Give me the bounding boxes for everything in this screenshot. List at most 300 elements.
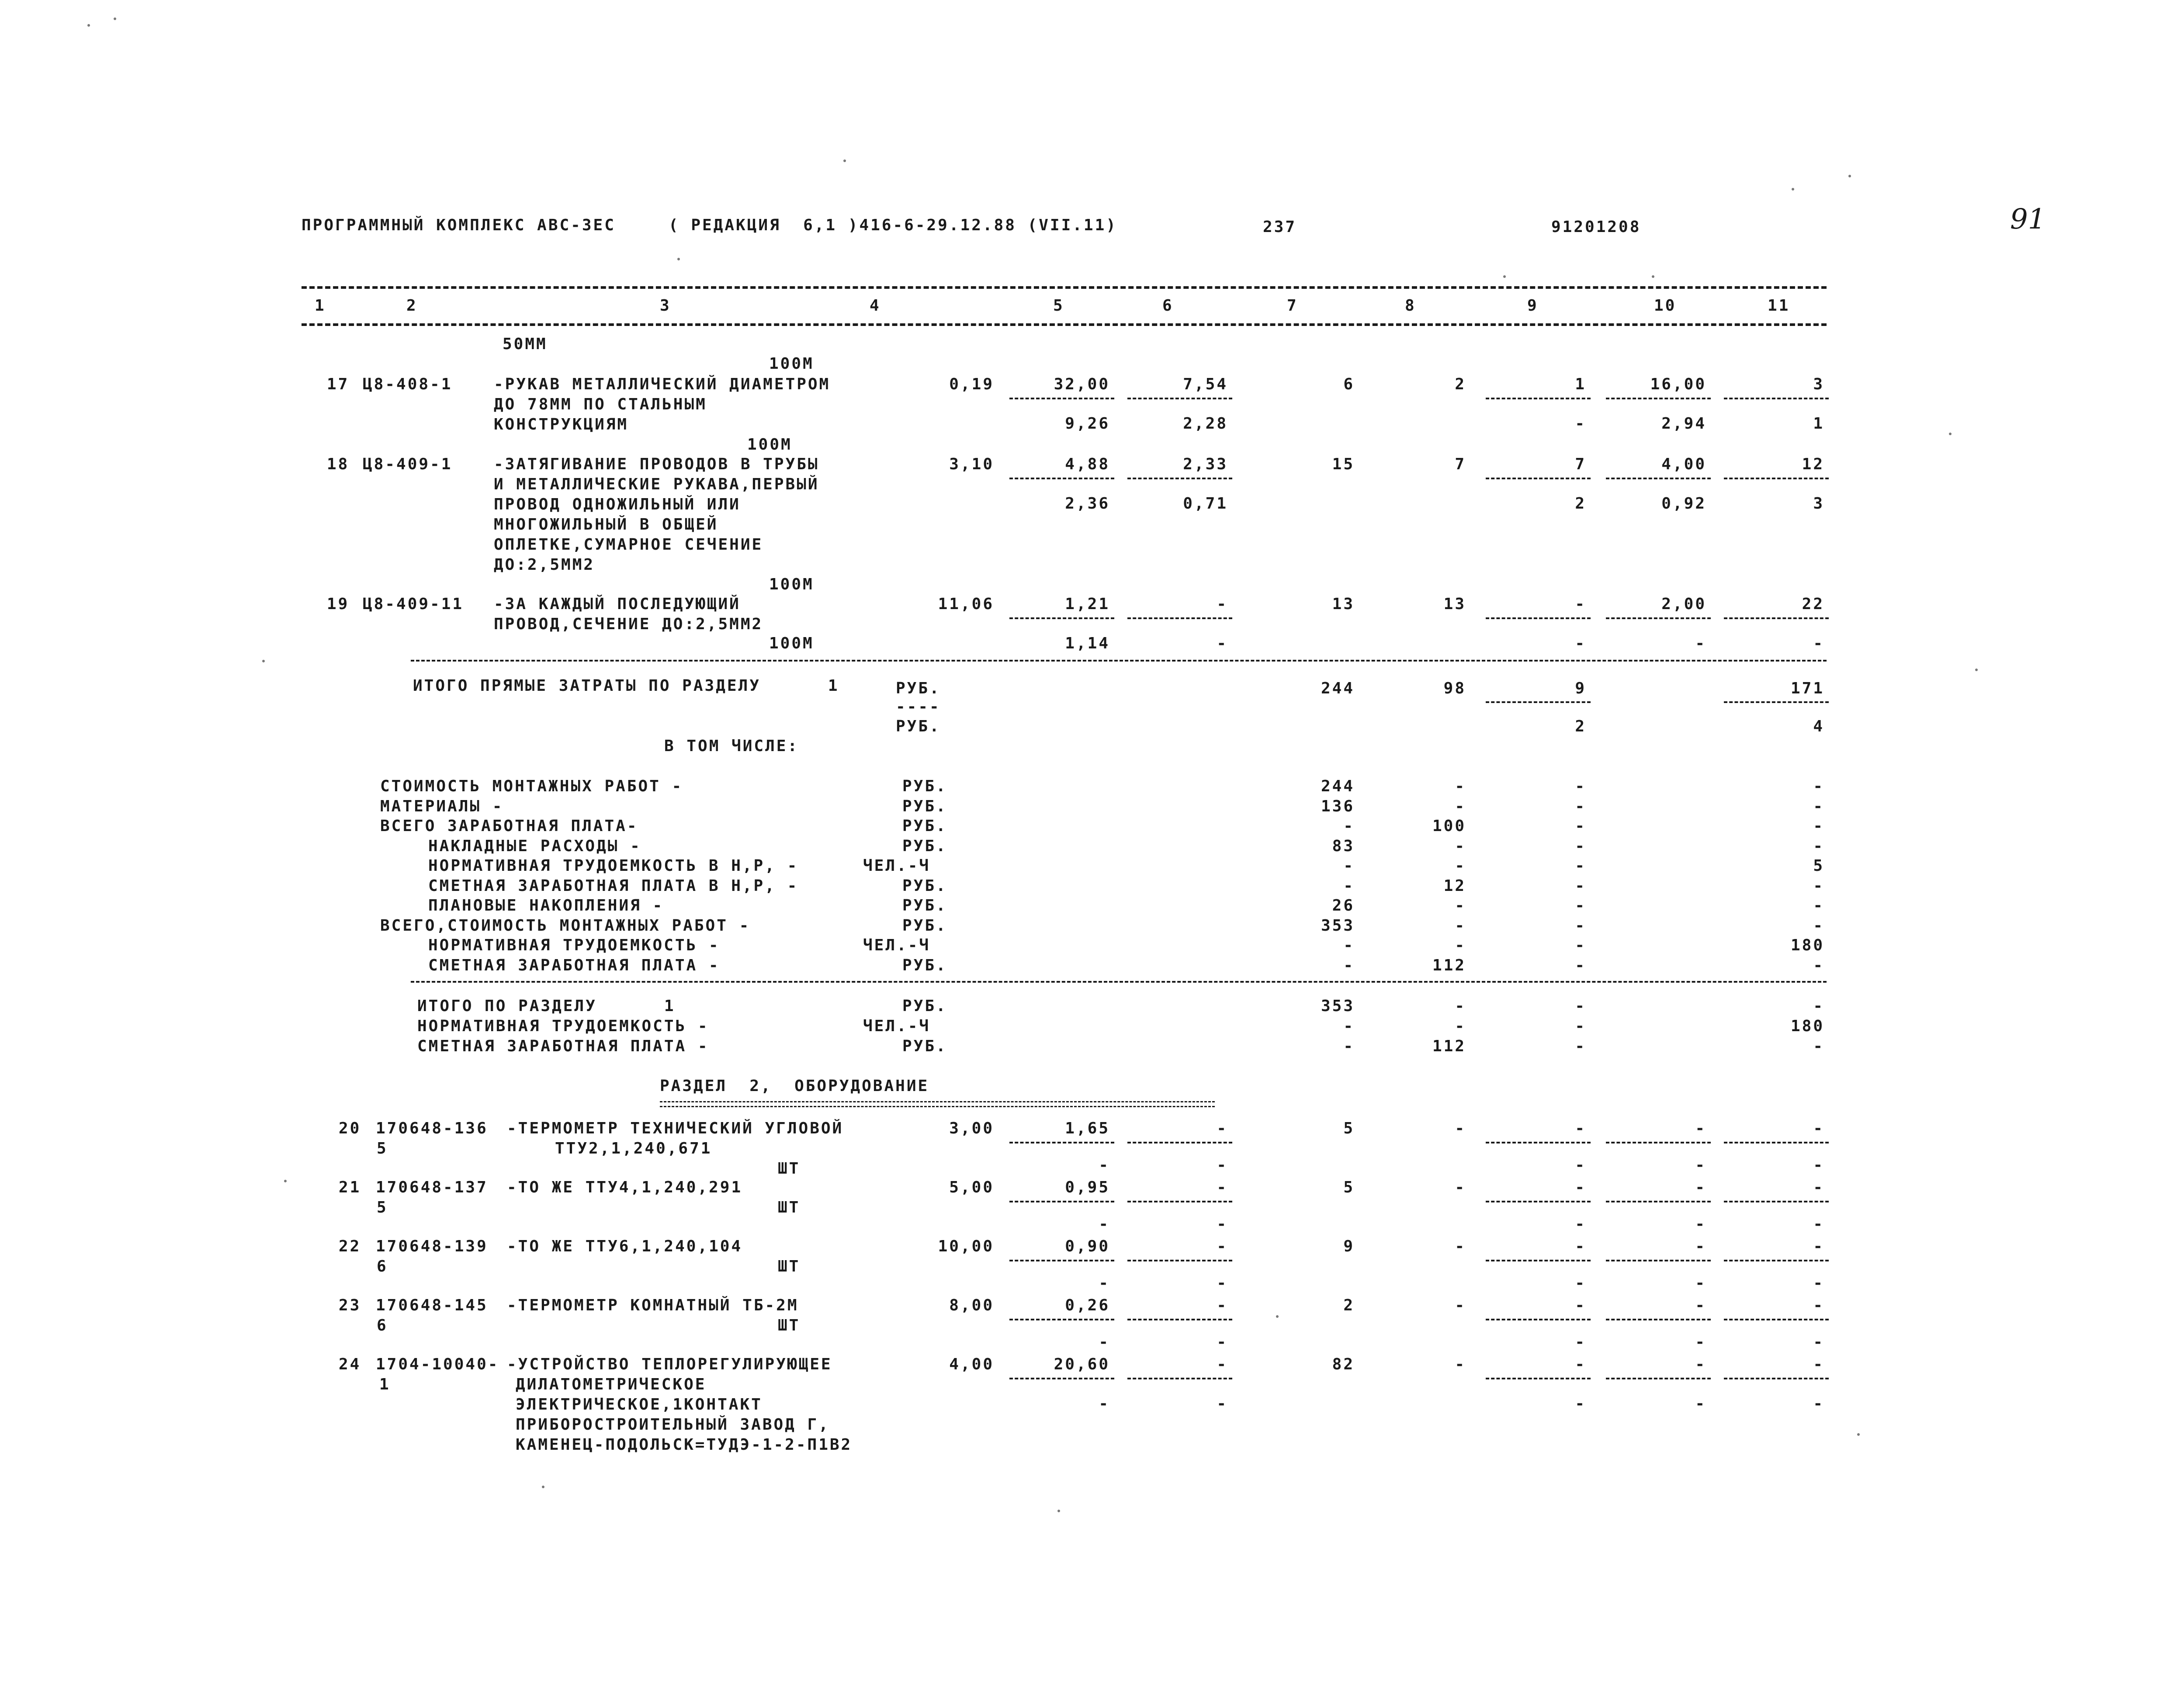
- equipment-c11-lower: -: [1813, 1215, 1824, 1233]
- total-c9: 9: [1575, 679, 1586, 697]
- summary-unit: ЧЕЛ.-Ч: [863, 936, 931, 954]
- column-underline: [1606, 398, 1711, 399]
- column-header-9: 9: [1527, 297, 1539, 315]
- equipment-c6: -: [1217, 1237, 1228, 1255]
- section-total-unit: РУБ.: [902, 997, 947, 1015]
- document-code: 91201208: [1551, 218, 1641, 236]
- column-underline: [1724, 1260, 1829, 1261]
- row-unit: 100М: [747, 436, 792, 454]
- summary-c7: -: [1343, 817, 1355, 835]
- equipment-c6-lower: -: [1217, 1215, 1228, 1233]
- row-number: 18: [327, 455, 350, 473]
- column-underline: [1009, 478, 1114, 479]
- column-underline: [1009, 1378, 1114, 1379]
- equipment-code-suffix: 5: [377, 1140, 388, 1157]
- section-total-c7: 353: [1321, 997, 1355, 1015]
- section-total-c8: 112: [1432, 1037, 1466, 1055]
- equipment-number: 24: [339, 1355, 361, 1373]
- cell-c7: 15: [1332, 455, 1355, 473]
- cell-c8: 7: [1455, 455, 1466, 473]
- summary-unit: РУБ.: [902, 877, 947, 895]
- equipment-code-suffix: 5: [377, 1199, 388, 1216]
- equipment-description: ПРИБОРОСТРОИТЕЛЬНЫЙ ЗАВОД Г,: [516, 1416, 830, 1434]
- cell-c6b: 0,71: [1183, 495, 1228, 513]
- cell-c10b: 0,92: [1661, 495, 1706, 513]
- summary-c11: -: [1813, 777, 1824, 795]
- summary-label: СМЕТНАЯ ЗАРАБОТНАЯ ПЛАТА -: [428, 956, 720, 974]
- total-c9b: 2: [1575, 717, 1586, 735]
- column-underline: [1486, 1142, 1591, 1143]
- equipment-c7: 9: [1343, 1237, 1355, 1255]
- cell-c4: 3,10: [949, 455, 994, 473]
- column-underline: [1127, 1260, 1232, 1261]
- equipment-c11-lower: -: [1813, 1274, 1824, 1292]
- equipment-c11: -: [1813, 1355, 1824, 1373]
- equipment-unit: ШТ: [778, 1199, 801, 1216]
- cell-c5b: 2,36: [1065, 495, 1110, 513]
- equipment-c6: -: [1217, 1296, 1228, 1314]
- equipment-description: -ТЕРМОМЕТР КОМНАТНЫЙ ТБ-2М: [507, 1296, 799, 1314]
- summary-label: МАТЕРИАЛЫ -: [380, 797, 504, 815]
- row-description: ДО:2,5ММ2: [494, 556, 595, 574]
- equipment-c4: 4,00: [949, 1355, 994, 1373]
- equipment-c5: 0,95: [1065, 1178, 1110, 1196]
- cell-c11b: 3: [1813, 495, 1824, 513]
- column-underline: [1724, 478, 1829, 479]
- summary-c11: -: [1813, 817, 1824, 835]
- column-underline: [1009, 1260, 1114, 1261]
- column-underline: [1486, 1378, 1591, 1379]
- cell-c9: 7: [1575, 455, 1586, 473]
- summary-unit: РУБ.: [902, 817, 947, 835]
- scan-speck: [843, 159, 846, 162]
- equipment-c9-lower: -: [1575, 1395, 1586, 1413]
- column-underline: [1724, 398, 1829, 399]
- summary-c9: -: [1575, 936, 1586, 954]
- summary-c7: 83: [1332, 837, 1355, 855]
- column-underline: [1127, 1319, 1232, 1320]
- scan-speck: [1857, 1433, 1860, 1436]
- column-header-6: 6: [1162, 297, 1174, 315]
- column-header-3: 3: [660, 297, 671, 315]
- scan-speck: [114, 17, 116, 20]
- summary-c8: -: [1455, 857, 1466, 875]
- equipment-c4: 8,00: [949, 1296, 994, 1314]
- cell-c10b: 2,94: [1661, 415, 1706, 433]
- total-direct-underline: ----: [896, 698, 941, 716]
- scan-speck: [262, 660, 265, 662]
- summary-c7: -: [1343, 877, 1355, 895]
- cell-c5: 32,00: [1054, 375, 1110, 393]
- cell-c4: 0,19: [949, 375, 994, 393]
- section-total-c8: -: [1455, 1017, 1466, 1035]
- equipment-c5-lower: -: [1099, 1215, 1110, 1233]
- column-underline: [1486, 617, 1591, 619]
- column-underline: [1127, 1201, 1232, 1202]
- cell-c6: 7,54: [1183, 375, 1228, 393]
- program-title: ПРОГРАММНЫЙ КОМПЛЕКС АВС-3ЕС: [302, 216, 616, 234]
- equipment-description: КАМЕНЕЦ-ПОДОЛЬСК=ТУДЭ-1-2-П1В2: [516, 1436, 853, 1454]
- summary-c9: -: [1575, 916, 1586, 935]
- equipment-c9: -: [1575, 1237, 1586, 1255]
- equipment-code: 170648-136: [376, 1119, 488, 1137]
- summary-c8: 12: [1443, 877, 1466, 895]
- column-header-1: 1: [315, 297, 326, 315]
- cell-c10: 16,00: [1650, 375, 1706, 393]
- equipment-c9: -: [1575, 1296, 1586, 1314]
- column-underline: [1724, 1319, 1829, 1320]
- equipment-number: 21: [339, 1178, 361, 1196]
- summary-unit: РУБ.: [902, 837, 947, 855]
- equipment-number: 22: [339, 1237, 361, 1255]
- cell-c5: 4,88: [1065, 455, 1110, 473]
- row-description: -ЗАТЯГИВАНИЕ ПРОВОДОВ В ТРУБЫ: [494, 455, 819, 473]
- cell-c10: 4,00: [1661, 455, 1706, 473]
- summary-c7: -: [1343, 936, 1355, 954]
- equipment-unit: ШТ: [778, 1258, 801, 1275]
- section-total-label: НОРМАТИВНАЯ ТРУДОЕМКОСТЬ -: [417, 1017, 709, 1035]
- equipment-c11-lower: -: [1813, 1156, 1824, 1174]
- summary-unit: РУБ.: [902, 956, 947, 974]
- section-total-c9: -: [1575, 1037, 1586, 1055]
- scan-speck: [284, 1180, 287, 1182]
- equipment-c6: -: [1217, 1119, 1228, 1137]
- equipment-c5: 0,26: [1065, 1296, 1110, 1314]
- cell-c6: -: [1217, 595, 1228, 613]
- equipment-c7: 5: [1343, 1178, 1355, 1196]
- summary-c7: -: [1343, 857, 1355, 875]
- total-direct-label: ИТОГО ПРЯМЫЕ ЗАТРАТЫ ПО РАЗДЕЛУ 1: [413, 677, 839, 695]
- row-description: ОПЛЕТКЕ,СУМАРНОЕ СЕЧЕНИЕ: [494, 536, 763, 554]
- scan-speck: [1792, 188, 1794, 191]
- cell-c5b: 9,26: [1065, 415, 1110, 433]
- total-direct-unit-2: РУБ.: [896, 717, 941, 735]
- section-total-c9: -: [1575, 1017, 1586, 1035]
- equipment-code: 1704-10040-: [376, 1355, 499, 1373]
- page-number: 237: [1263, 218, 1297, 236]
- scan-speck: [1848, 175, 1851, 177]
- equipment-c5-lower: -: [1099, 1395, 1110, 1413]
- equipment-c4: 5,00: [949, 1178, 994, 1196]
- equipment-c7: 5: [1343, 1119, 1355, 1137]
- column-underline: [1724, 701, 1829, 703]
- equipment-description: ТТУ2,1,240,671: [555, 1140, 712, 1157]
- row-description: И МЕТАЛЛИЧЕСКИЕ РУКАВА,ПЕРВЫЙ: [494, 475, 819, 493]
- equipment-description: -ТО ЖЕ ТТУ4,1,240,291: [507, 1178, 743, 1196]
- equipment-c9-lower: -: [1575, 1333, 1586, 1351]
- equipment-c6-lower: -: [1217, 1333, 1228, 1351]
- summary-c11: -: [1813, 877, 1824, 895]
- equipment-code: 170648-139: [376, 1237, 488, 1255]
- column-underline: [1606, 1201, 1711, 1202]
- cell-c11b: 1: [1813, 415, 1824, 433]
- summary-c11: -: [1813, 797, 1824, 815]
- column-underline: [1606, 1378, 1711, 1379]
- equipment-c8: -: [1455, 1296, 1466, 1314]
- section-total-unit: РУБ.: [902, 1037, 947, 1055]
- summary-c7: -: [1343, 956, 1355, 974]
- row-code: Ц8-409-1: [363, 455, 453, 473]
- scan-speck: [1949, 433, 1952, 435]
- column-underline: [1127, 478, 1232, 479]
- equipment-code-suffix: 6: [377, 1258, 388, 1275]
- summary-c7: 26: [1332, 897, 1355, 915]
- summary-c7: 244: [1321, 777, 1355, 795]
- equipment-c6: -: [1217, 1178, 1228, 1196]
- equipment-unit: ШТ: [778, 1317, 801, 1334]
- equipment-code: 170648-145: [376, 1296, 488, 1314]
- column-underline: [1009, 398, 1114, 399]
- row-description: -РУКАВ МЕТАЛЛИЧЕСКИЙ ДИАМЕТРОМ: [494, 375, 831, 393]
- column-underline: [1486, 398, 1591, 399]
- row-description: ПРОВОД,СЕЧЕНИЕ ДО:2,5ММ2: [494, 615, 763, 633]
- equipment-c10-lower: -: [1695, 1215, 1706, 1233]
- summary-c9: -: [1575, 817, 1586, 835]
- equipment-c11: -: [1813, 1237, 1824, 1255]
- column-header-2: 2: [406, 297, 418, 315]
- summary-label: СТОИМОСТЬ МОНТАЖНЫХ РАБОТ -: [380, 777, 683, 795]
- column-header-8: 8: [1405, 297, 1416, 315]
- equipment-c10: -: [1695, 1178, 1706, 1196]
- total-c11: 171: [1790, 679, 1824, 697]
- column-underline: [1009, 1142, 1114, 1143]
- cell-c5: 1,21: [1065, 595, 1110, 613]
- equipment-c10: -: [1695, 1119, 1706, 1137]
- equipment-c8: -: [1455, 1237, 1466, 1255]
- edition-info: ( РЕДАКЦИЯ 6,1 )416-6-29.12.88 (VII.11): [669, 216, 1117, 234]
- summary-unit: РУБ.: [902, 777, 947, 795]
- cell-c11b: -: [1813, 634, 1824, 652]
- cell-c9b: 2: [1575, 495, 1586, 513]
- column-underline: [1127, 617, 1232, 619]
- summary-c9: -: [1575, 956, 1586, 974]
- scan-speck: [87, 24, 90, 27]
- row-code: Ц8-409-11: [363, 595, 464, 613]
- column-underline: [1009, 1201, 1114, 1202]
- summary-label: ВСЕГО,СТОИМОСТЬ МОНТАЖНЫХ РАБОТ -: [380, 916, 751, 935]
- column-underline: [1606, 1142, 1711, 1143]
- summary-c8: 112: [1432, 956, 1466, 974]
- total-c7: 244: [1321, 679, 1355, 697]
- equipment-c9: -: [1575, 1178, 1586, 1196]
- summary-c7: 136: [1321, 797, 1355, 815]
- column-underline: [1724, 1201, 1829, 1202]
- row-number: 17: [327, 375, 350, 393]
- equipment-number: 23: [339, 1296, 361, 1314]
- summary-c11: -: [1813, 956, 1824, 974]
- summary-c8: -: [1455, 916, 1466, 935]
- summary-c11: -: [1813, 916, 1824, 935]
- summary-c9: -: [1575, 877, 1586, 895]
- equipment-c8: -: [1455, 1119, 1466, 1137]
- summary-c9: -: [1575, 857, 1586, 875]
- section-total-c8: -: [1455, 997, 1466, 1015]
- row-description: -ЗА КАЖДЫЙ ПОСЛЕДУЮЩИЙ: [494, 595, 741, 613]
- section-total-label: СМЕТНАЯ ЗАРАБОТНАЯ ПЛАТА -: [417, 1037, 709, 1055]
- scan-speck: [1503, 275, 1506, 278]
- row-unit: 100М: [769, 634, 814, 652]
- column-underline: [1127, 398, 1232, 399]
- row-description: КОНСТРУКЦИЯМ: [494, 416, 629, 433]
- equipment-number: 20: [339, 1119, 361, 1137]
- summary-label: НАКЛАДНЫЕ РАСХОДЫ -: [428, 837, 641, 855]
- cell-c9b: -: [1575, 634, 1586, 652]
- row-code: Ц8-408-1: [363, 375, 453, 393]
- summary-c8: 100: [1432, 817, 1466, 835]
- summary-label: НОРМАТИВНАЯ ТРУДОЕМКОСТЬ -: [428, 936, 720, 954]
- equipment-c5: 20,60: [1054, 1355, 1110, 1373]
- column-underline: [1486, 1260, 1591, 1261]
- summary-c11: -: [1813, 837, 1824, 855]
- row-number: 19: [327, 595, 350, 613]
- equipment-c5: 0,90: [1065, 1237, 1110, 1255]
- summary-c7: 353: [1321, 916, 1355, 935]
- cell-c6b: -: [1217, 634, 1228, 652]
- cell-c8: 2: [1455, 375, 1466, 393]
- section-total-c9: -: [1575, 997, 1586, 1015]
- equipment-description: -УСТРОЙСТВО ТЕПЛОРЕГУЛИРУЮЩЕЕ: [507, 1355, 832, 1373]
- section-total-c11: 180: [1790, 1017, 1824, 1035]
- column-underline: [1606, 617, 1711, 619]
- equipment-c9-lower: -: [1575, 1215, 1586, 1233]
- summary-label: ПЛАНОВЫЕ НАКОПЛЕНИЯ -: [428, 897, 664, 915]
- row-description: ДО 78ММ ПО СТАЛЬНЫМ: [494, 395, 707, 413]
- section-2-title: РАЗДЕЛ 2, ОБОРУДОВАНИЕ: [660, 1077, 929, 1095]
- column-underline: [1127, 1142, 1232, 1143]
- equipment-c11: -: [1813, 1178, 1824, 1196]
- section-total-c11: -: [1813, 1037, 1824, 1055]
- column-underline: [1486, 1201, 1591, 1202]
- section-total-c7: -: [1343, 1017, 1355, 1035]
- equipment-description: ЭЛЕКТРИЧЕСКОЕ,1КОНТАКТ: [516, 1396, 763, 1414]
- cell-c7: 6: [1343, 375, 1355, 393]
- summary-label: НОРМАТИВНАЯ ТРУДОЕМКОСТЬ В Н,Р, -: [428, 857, 799, 875]
- header-rule-bottom: [302, 323, 1827, 326]
- equipment-c7: 82: [1332, 1355, 1355, 1373]
- summary-c8: -: [1455, 897, 1466, 915]
- scan-speck: [1276, 1315, 1279, 1318]
- equipment-c10: -: [1695, 1296, 1706, 1314]
- cell-c8: 13: [1443, 595, 1466, 613]
- summary-c11: -: [1813, 897, 1824, 915]
- cell-c9b: -: [1575, 415, 1586, 433]
- scan-speck: [677, 258, 680, 260]
- row-16-tail: 50ММ: [503, 335, 548, 353]
- column-underline: [1724, 1142, 1829, 1143]
- cell-c7: 13: [1332, 595, 1355, 613]
- equipment-code-suffix: 6: [377, 1317, 388, 1334]
- section-rule: [411, 981, 1827, 983]
- summary-c8: -: [1455, 797, 1466, 815]
- cell-c10: 2,00: [1661, 595, 1706, 613]
- summary-unit: ЧЕЛ.-Ч: [863, 857, 931, 875]
- equipment-c5-lower: -: [1099, 1274, 1110, 1292]
- cell-c9: 1: [1575, 375, 1586, 393]
- summary-c8: -: [1455, 837, 1466, 855]
- equipment-c9: -: [1575, 1119, 1586, 1137]
- cell-c6: 2,33: [1183, 455, 1228, 473]
- cell-c9: -: [1575, 595, 1586, 613]
- scan-speck: [1652, 275, 1654, 278]
- equipment-c7: 2: [1343, 1296, 1355, 1314]
- equipment-unit: ШТ: [778, 1160, 801, 1178]
- summary-c11: 180: [1790, 936, 1824, 954]
- summary-unit: РУБ.: [902, 797, 947, 815]
- summary-c11: 5: [1813, 857, 1824, 875]
- cell-c4: 11,06: [938, 595, 994, 613]
- section-total-c7: -: [1343, 1037, 1355, 1055]
- equipment-c6-lower: -: [1217, 1274, 1228, 1292]
- equipment-description: ДИЛАТОМЕТРИЧЕСКОЕ: [516, 1375, 707, 1393]
- equipment-c9-lower: -: [1575, 1156, 1586, 1174]
- column-underline: [1724, 1378, 1829, 1379]
- column-underline: [1009, 1319, 1114, 1320]
- column-underline: [1486, 701, 1591, 703]
- equipment-c10-lower: -: [1695, 1274, 1706, 1292]
- cell-c5b: 1,14: [1065, 634, 1110, 652]
- header-rule-top: [302, 286, 1827, 289]
- column-header-7: 7: [1287, 297, 1298, 315]
- equipment-c10-lower: -: [1695, 1156, 1706, 1174]
- equipment-c4: 3,00: [949, 1119, 994, 1137]
- equipment-description: -ТЕРМОМЕТР ТЕХНИЧЕСКИЙ УГЛОВОЙ: [507, 1119, 844, 1137]
- section-total-label: ИТОГО ПО РАЗДЕЛУ 1: [417, 997, 676, 1015]
- equipment-c6: -: [1217, 1355, 1228, 1373]
- total-direct-unit: РУБ.: [896, 679, 941, 697]
- column-header-10: 10: [1654, 297, 1677, 315]
- section-total-c11: -: [1813, 997, 1824, 1015]
- equipment-c10-lower: -: [1695, 1333, 1706, 1351]
- column-underline: [1009, 617, 1114, 619]
- row-description: ПРОВОД ОДНОЖИЛЬНЫЙ ИЛИ: [494, 495, 741, 513]
- scan-speck: [1975, 669, 1978, 671]
- summary-c9: -: [1575, 797, 1586, 815]
- equipment-c10: -: [1695, 1355, 1706, 1373]
- including-label: В ТОМ ЧИСЛЕ:: [664, 737, 799, 755]
- section-total-unit: ЧЕЛ.-Ч: [863, 1017, 931, 1035]
- equipment-c10: -: [1695, 1237, 1706, 1255]
- column-underline: [1486, 1319, 1591, 1320]
- row-description: МНОГОЖИЛЬНЫЙ В ОБЩЕЙ: [494, 516, 718, 534]
- equipment-c5-lower: -: [1099, 1333, 1110, 1351]
- equipment-c9-lower: -: [1575, 1274, 1586, 1292]
- scan-speck: [1057, 1510, 1060, 1512]
- equipment-c8: -: [1455, 1355, 1466, 1373]
- equipment-c10-lower: -: [1695, 1395, 1706, 1413]
- column-underline: [1606, 1260, 1711, 1261]
- column-underline: [1486, 478, 1591, 479]
- column-underline: [1606, 478, 1711, 479]
- total-c11b: 4: [1813, 717, 1824, 735]
- summary-unit: РУБ.: [902, 916, 947, 935]
- equipment-c4: 10,00: [938, 1237, 994, 1255]
- row-16-unit: 100М: [769, 355, 814, 373]
- cell-c6b: 2,28: [1183, 415, 1228, 433]
- summary-c9: -: [1575, 897, 1586, 915]
- equipment-c6-lower: -: [1217, 1156, 1228, 1174]
- sheet-mark: 91: [2010, 203, 2046, 236]
- summary-c8: -: [1455, 777, 1466, 795]
- column-header-11: 11: [1768, 297, 1790, 315]
- summary-c9: -: [1575, 837, 1586, 855]
- equipment-c5: 1,65: [1065, 1119, 1110, 1137]
- scan-speck: [542, 1486, 544, 1488]
- column-underline: [1606, 1319, 1711, 1320]
- cell-c11: 22: [1802, 595, 1824, 613]
- equipment-c11-lower: -: [1813, 1395, 1824, 1413]
- equipment-code: 170648-137: [376, 1178, 488, 1196]
- cell-c11: 3: [1813, 375, 1824, 393]
